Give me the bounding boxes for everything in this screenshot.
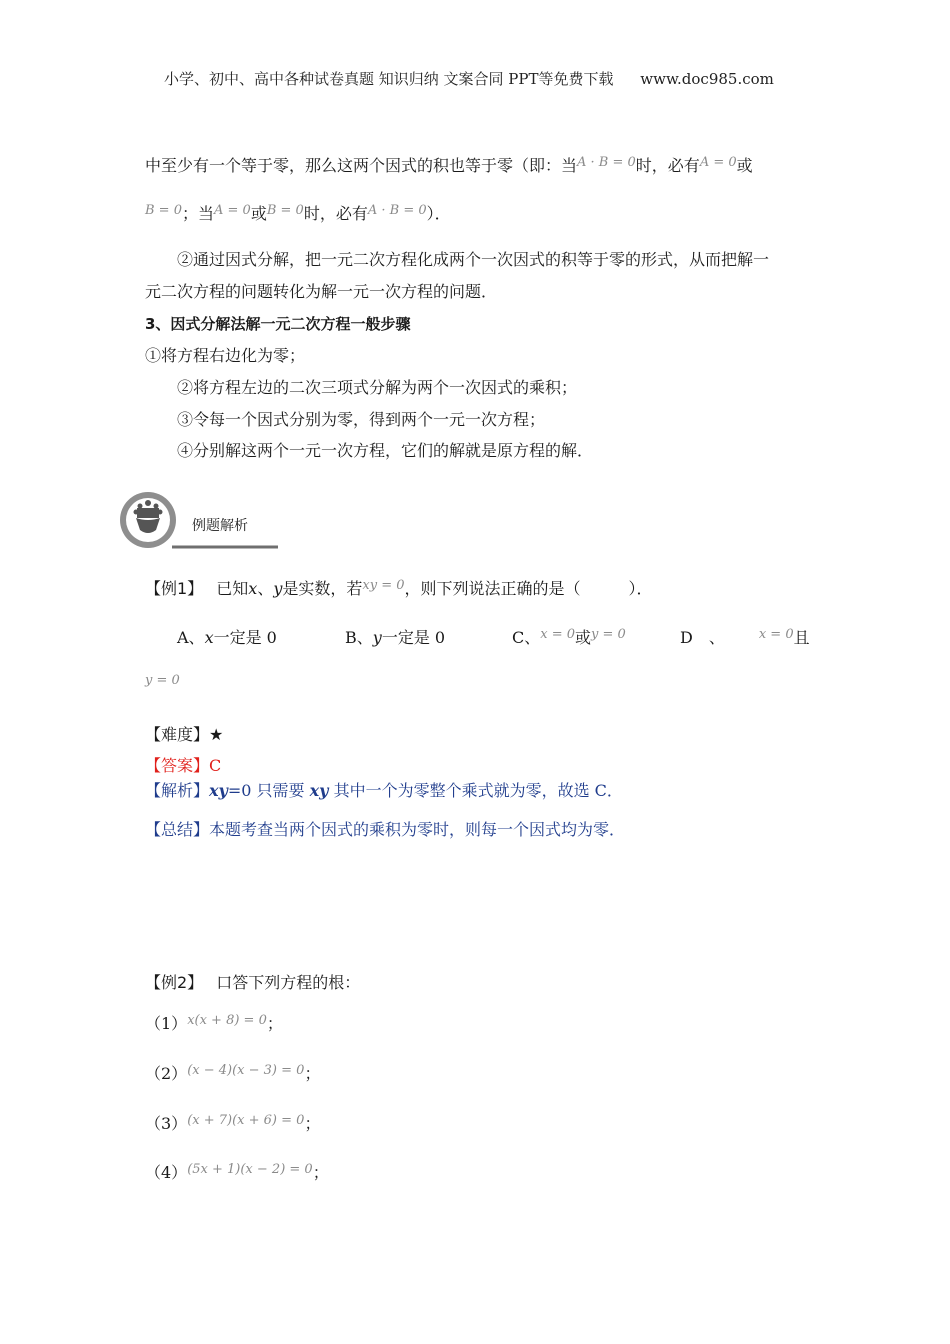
header-url[interactable]: www.doc985.com xyxy=(640,70,774,88)
ex2-question xyxy=(145,972,360,994)
intro-text: 或 xyxy=(250,204,267,223)
ex1-option-a xyxy=(177,627,277,649)
math-expr: x = 0 xyxy=(758,627,794,642)
math-expr: B = 0 xyxy=(145,203,182,218)
ex1-var: y xyxy=(273,579,283,598)
summary-label: 【总结】 xyxy=(145,820,210,839)
ex1-difficulty xyxy=(145,724,223,746)
ex1-option-d-cont xyxy=(145,673,180,697)
item-end: ； xyxy=(304,1114,321,1133)
item-number: （3） xyxy=(145,1114,188,1133)
option-var: x xyxy=(204,628,214,647)
math-expr: x(x + 8) = 0 xyxy=(187,1013,267,1028)
intro-line-2 xyxy=(145,203,451,227)
ex2-item xyxy=(145,1063,320,1087)
math-expr: A · B = 0 xyxy=(577,155,636,170)
ex1-text: 、 xyxy=(257,579,274,598)
analysis-text: 其中一个为零整个乘式就为零，故选 C． xyxy=(328,781,623,800)
intro-text: 时，必有 xyxy=(635,156,700,175)
section3-heading: 3、因式分解法解一元二次方程一般步骤 xyxy=(145,315,411,333)
example-section-label: 例题解析 xyxy=(192,518,248,534)
math-expr: x = 0 xyxy=(540,627,576,642)
item-number: （2） xyxy=(145,1064,188,1083)
step-3: ③令每一个因式分别为零，得到两个一元一次方程； xyxy=(177,410,546,429)
ex2-item xyxy=(145,1013,283,1037)
option-label: C、 xyxy=(512,628,541,647)
ex2-text: 口答下列方程的根： xyxy=(216,973,361,992)
ex1-answer xyxy=(145,755,221,777)
math-expr: (x + 7)(x + 6) = 0 xyxy=(187,1113,305,1128)
intro-line-1 xyxy=(145,155,753,179)
ex1-text: 已知 xyxy=(216,579,249,598)
item-end: ； xyxy=(304,1064,321,1083)
ex1-tag: 【例1】 xyxy=(145,579,204,598)
item-number: （4） xyxy=(145,1163,188,1182)
analysis-label: 【解析】 xyxy=(145,781,210,800)
option-text: 一定是 0 xyxy=(213,628,277,647)
ex1-option-d xyxy=(680,627,810,651)
intro-text: ；当 xyxy=(181,204,214,223)
ex1-var: x xyxy=(248,579,258,598)
math-expr: A · B = 0 xyxy=(367,203,427,218)
analysis-text: 只需要 xyxy=(251,781,310,800)
answer-label: 【答案】 xyxy=(145,756,210,775)
ex2-item xyxy=(145,1162,329,1186)
ex2-tag: 【例2】 xyxy=(145,973,204,992)
intro-para2-line2: 元二次方程的问题转化为解一元一次方程的问题． xyxy=(145,282,498,301)
option-text: 且 xyxy=(793,628,810,647)
analysis-var: xy xyxy=(209,781,228,800)
math-expr: xy = 0 xyxy=(362,578,405,593)
page-header xyxy=(164,68,774,89)
ex1-question xyxy=(145,578,653,602)
answer-value: C xyxy=(209,756,222,775)
difficulty-label: 【难度】 xyxy=(145,725,210,744)
analysis-var: xy xyxy=(309,781,329,800)
header-title: 小学、初中、高中各种试卷真题 知识归纳 文案合同 PPT等免费下载 xyxy=(164,70,614,88)
math-expr: y = 0 xyxy=(145,673,180,688)
step-2: ②将方程左边的二次三项式分解为两个一次因式的乘积； xyxy=(177,378,578,397)
option-label: A、 xyxy=(177,628,205,647)
option-var: y xyxy=(372,628,382,647)
ex1-text: 是实数，若 xyxy=(282,579,363,598)
math-expr: A = 0 xyxy=(699,155,737,170)
ex1-analysis xyxy=(145,780,623,802)
intro-text: 时，必有 xyxy=(303,204,368,223)
ex1-summary xyxy=(145,819,625,841)
intro-para2-line1: ②通过因式分解，把一元二次方程化成两个一次因式的积等于零的形式，从而把解一 xyxy=(177,250,770,269)
math-expr: B = 0 xyxy=(266,203,304,218)
math-expr: y = 0 xyxy=(591,627,626,642)
step-4: ④分别解这两个一元一次方程，它们的解就是原方程的解． xyxy=(177,441,594,460)
ex1-text: ，则下列说法正确的是（ ）． xyxy=(404,579,653,598)
difficulty-star: ★ xyxy=(209,725,224,744)
math-expr: A = 0 xyxy=(214,203,251,218)
ex1-option-b xyxy=(345,627,445,649)
intro-text: 或 xyxy=(736,156,753,175)
analysis-text: =0 xyxy=(227,781,252,800)
intro-text: 中至少有一个等于零，那么这两个因式的积也等于零（即：当 xyxy=(145,156,578,175)
option-label: B、 xyxy=(345,628,373,647)
ex1-option-c xyxy=(512,627,626,651)
option-text: 一定是 0 xyxy=(381,628,446,647)
option-label: D 、 xyxy=(680,628,725,647)
summary-text: 本题考查当两个因式的乘积为零时，则每一个因式均为零． xyxy=(209,820,626,839)
option-text: 或 xyxy=(575,628,592,647)
item-end: ； xyxy=(312,1163,329,1182)
math-expr: (x − 4)(x − 3) = 0 xyxy=(187,1063,305,1078)
item-end: ； xyxy=(266,1014,283,1033)
step-1: ①将方程右边化为零； xyxy=(145,346,306,365)
math-expr: (5x + 1)(x − 2) = 0 xyxy=(187,1162,313,1177)
intro-text: ）． xyxy=(426,204,451,223)
ex2-item xyxy=(145,1113,320,1137)
item-number: （1） xyxy=(145,1014,188,1033)
